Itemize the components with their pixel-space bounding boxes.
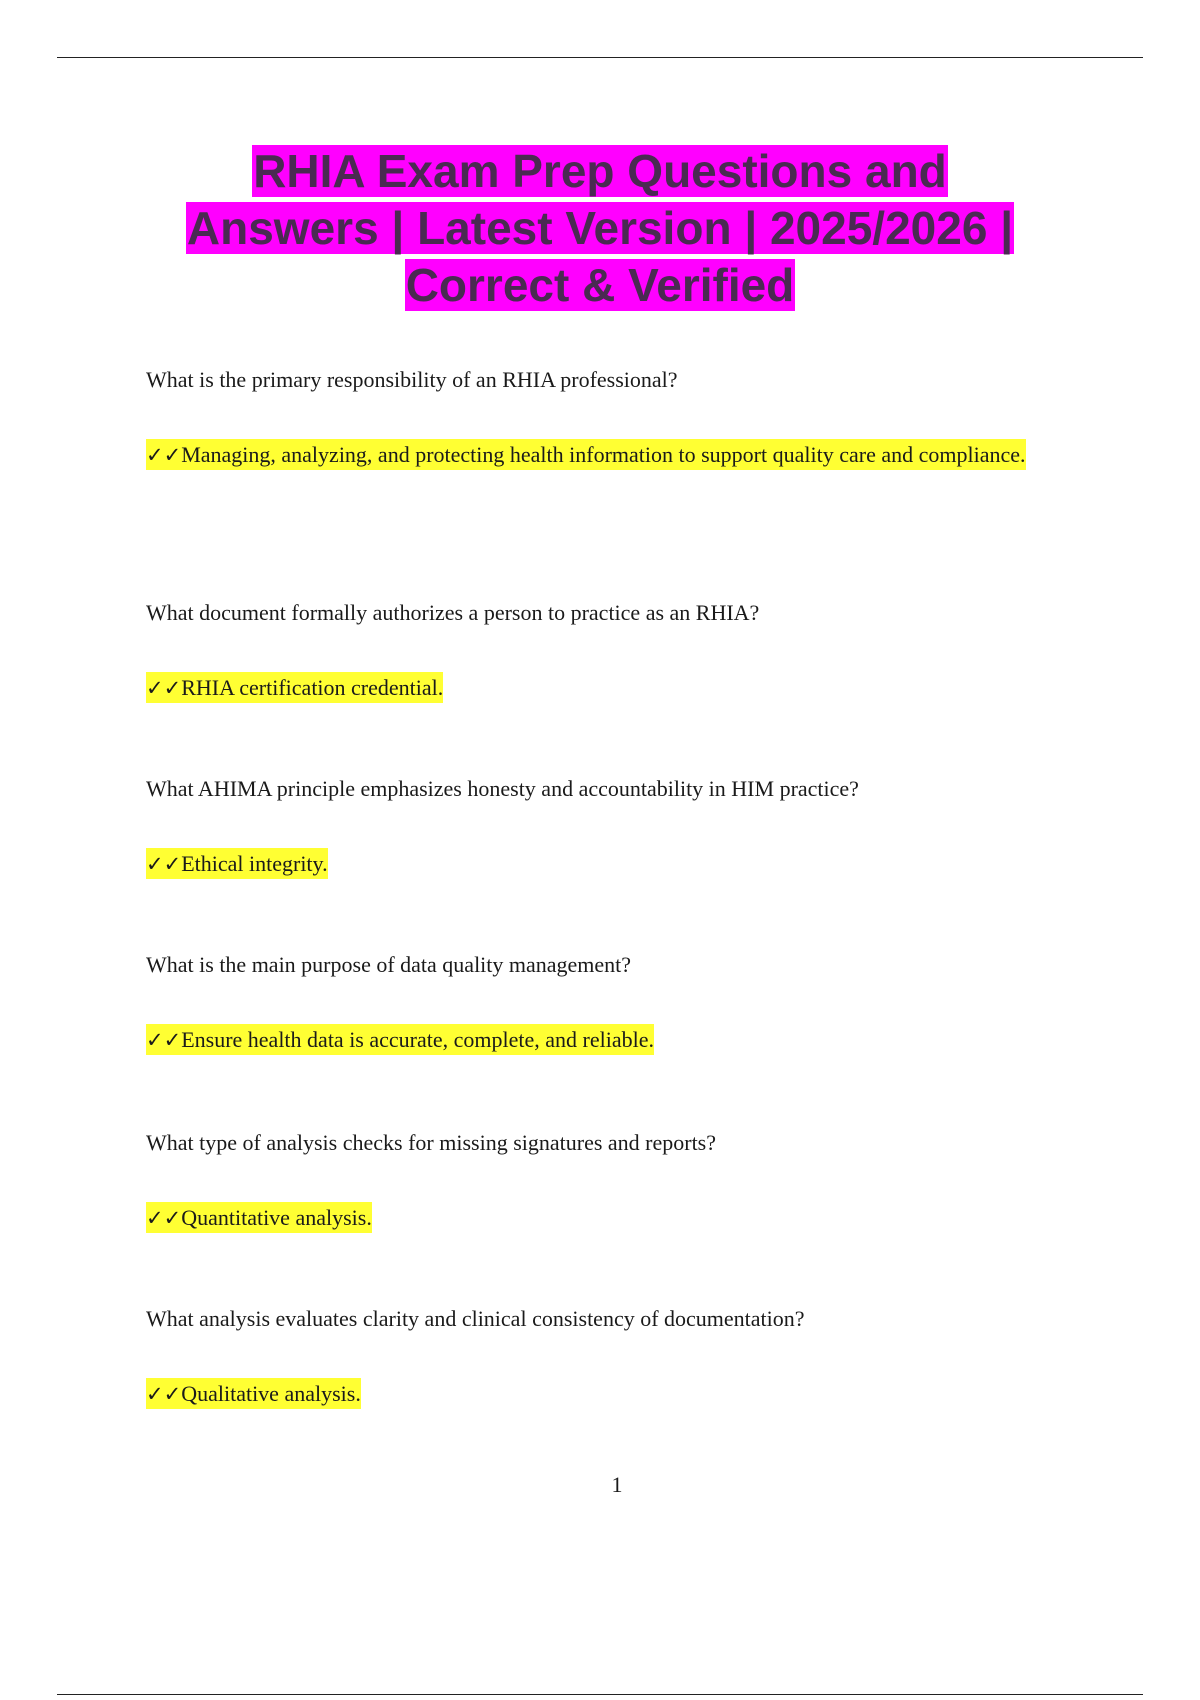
document-title — [100, 143, 1100, 314]
qa-item — [146, 599, 1046, 719]
qa-item — [146, 1129, 1046, 1249]
double-check-icon: ✓✓ — [146, 443, 182, 467]
question-text: What is the main purpose of data quality management? — [146, 952, 632, 977]
bottom-rule — [57, 1694, 1143, 1695]
answer-text: ✓✓Quantitative analysis. — [146, 1187, 1046, 1249]
qa-item — [146, 366, 1046, 486]
double-check-icon: ✓✓ — [146, 852, 182, 876]
question-text: What document formally authorizes a person to practice as an RHIA? — [146, 600, 760, 625]
title-line-2: Answers | Latest Version | 2025/2026 | — [186, 202, 1014, 254]
top-rule — [57, 57, 1143, 58]
question-text: What type of analysis checks for missing signatures and reports? — [146, 1130, 717, 1155]
qa-item — [146, 775, 1046, 895]
page-number: 1 — [611, 1472, 623, 1497]
qa-item — [146, 951, 1046, 1071]
title-line-3: Correct & Verified — [405, 259, 795, 311]
answer-text: ✓✓Ethical integrity. — [146, 833, 1046, 895]
answer-text: ✓✓Ensure health data is accurate, complete, and reliable. — [146, 1009, 1046, 1071]
answer-text: ✓✓Managing, analyzing, and protecting health information to support quality care and compliance. — [146, 424, 1046, 486]
qa-item — [146, 1305, 1046, 1425]
double-check-icon: ✓✓ — [146, 1382, 182, 1406]
answer-text: ✓✓Qualitative analysis. — [146, 1363, 1046, 1425]
double-check-icon: ✓✓ — [146, 676, 182, 700]
title-line-1: RHIA Exam Prep Questions and — [253, 145, 947, 197]
answer-text: ✓✓RHIA certification credential. — [146, 657, 1046, 719]
question-text: What is the primary responsibility of an RHIA professional? — [146, 367, 678, 392]
question-text: What AHIMA principle emphasizes honesty and accountability in HIM practice? — [146, 776, 859, 801]
question-text: What analysis evaluates clarity and clinical consistency of documentation? — [146, 1306, 805, 1331]
double-check-icon: ✓✓ — [146, 1206, 182, 1230]
double-check-icon: ✓✓ — [146, 1028, 182, 1052]
